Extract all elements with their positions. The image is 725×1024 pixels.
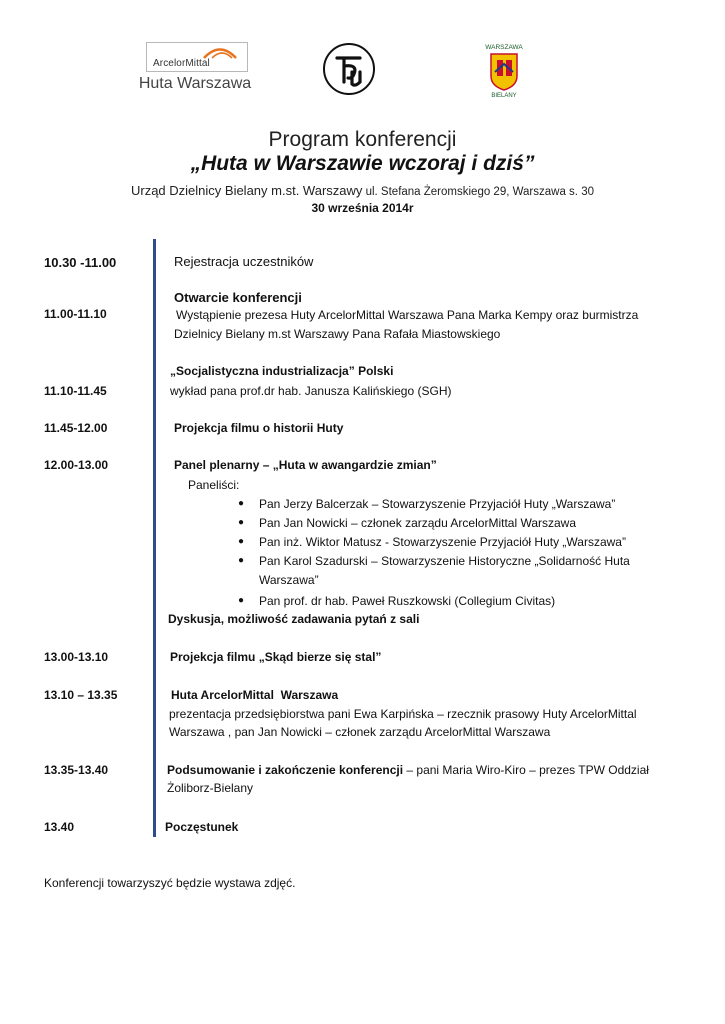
schedule-time: 13.35-13.40: [44, 763, 109, 777]
schedule-title: Huta ArcelorMittal Warszawa: [171, 688, 339, 702]
conference-date: 30 września 2014r: [311, 201, 414, 215]
schedule-line: wykład pana prof.dr hab. Janusza Kalińskiego (SGH): [170, 384, 452, 398]
schedule-title-rest: – pani Maria Wiro-Kiro – prezes TPW Oddział: [403, 763, 649, 777]
schedule-time: 10.30 -11.00: [44, 255, 117, 270]
panelist-item: Pan prof. dr hab. Paweł Ruszkowski (Collegium Civitas): [259, 594, 556, 608]
arcelormittal-name: ArcelorMittal: [153, 58, 210, 69]
schedule-title: „Socjalistyczna industrializacja” Polski: [170, 364, 394, 378]
bullet-icon: ●: [238, 517, 245, 528]
venue-name: Urząd Dzielnicy Bielany m.st. Warszawy: [130, 183, 363, 198]
panelist-item: Pan Jerzy Balcerzak – Stowarzyszenie Przyjaciół Huty „Warszawa”: [259, 497, 616, 511]
schedule-title: Projekcja filmu „Skąd bierze się stal”: [170, 650, 382, 664]
tpw-logo-icon: [322, 42, 376, 96]
arcelormittal-arc-icon: [202, 45, 238, 59]
schedule-time: 11.00-11.10: [44, 307, 107, 321]
schedule-time: 13.10 – 13.35: [44, 688, 118, 702]
schedule-title: Rejestracja uczestników: [174, 254, 314, 269]
bullet-icon: ●: [238, 536, 245, 547]
bullet-icon: ●: [238, 555, 245, 566]
arcelormittal-subtitle: Huta Warszawa: [138, 75, 252, 92]
schedule-title: Projekcja filmu o historii Huty: [174, 421, 344, 435]
schedule-line: Warszawa , pan Jan Nowicki – członek zarządu ArcelorMittal Warszawa: [169, 725, 551, 739]
conference-subtitle: „Huta w Warszawie wczoraj i dziś”: [190, 152, 535, 175]
panelists-label: Paneliści:: [188, 478, 240, 492]
warszawa-bielany-crest-icon: [480, 42, 528, 98]
schedule-title: Podsumowanie i zakończenie konferencji: [167, 763, 404, 777]
panelist-item: Pan Jan Nowicki – członek zarządu ArcelorMittal Warszawa: [259, 516, 577, 530]
schedule-title: Poczęstunek: [165, 820, 239, 834]
bullet-icon: ●: [238, 498, 245, 509]
schedule-title-row: [167, 763, 649, 777]
arcelormittal-logo: [138, 42, 252, 96]
schedule-title: Panel plenarny – „Huta w awangardzie zmian”: [174, 458, 437, 472]
schedule-time: 13.00-13.10: [44, 650, 109, 664]
venue-address: [0, 183, 725, 198]
schedule-line: prezentacja przedsiębiorstwa pani Ewa Karpińska – rzecznik prasowy Huty ArcelorMittal: [169, 707, 637, 721]
venue-street: ul. Stefana Żeromskiego 29, Warszawa s. 30: [362, 186, 594, 198]
panelist-item: Pan inż. Wiktor Matusz - Stowarzyszenie Przyjaciół Huty „Warszawa”: [259, 535, 626, 549]
crest-top-text: WARSZAWA: [485, 44, 523, 51]
footer-note: Konferencji towarzyszyć będzie wystawa zdjęć.: [44, 876, 296, 890]
bullet-icon: ●: [238, 595, 245, 606]
panelist-item: Pan Karol Szadurski – Stowarzyszenie Historyczne „Solidarność Huta: [259, 554, 630, 568]
crest-bottom-text: BIELANY: [491, 93, 517, 98]
arcelormittal-logo-box: [146, 42, 248, 72]
schedule-time: 12.00-13.00: [44, 458, 109, 472]
schedule-title: Otwarcie konferencji: [174, 290, 302, 305]
discussion-note: Dyskusja, możliwość zadawania pytań z sali: [168, 612, 420, 626]
page-title: Program konferencji: [268, 128, 457, 151]
schedule-divider-line: [153, 239, 156, 837]
schedule-time: 11.45-12.00: [44, 421, 108, 435]
schedule-time: 11.10-11.45: [44, 384, 107, 398]
panelist-item-continued: Warszawa”: [259, 573, 319, 587]
schedule-time: 13.40: [44, 820, 75, 834]
schedule-line: Żoliborz-Bielany: [167, 781, 254, 795]
schedule-line: Dzielnicy Bielany m.st Warszawy Pana Rafała Miastowskiego: [174, 327, 501, 341]
schedule-line: Wystąpienie prezesa Huty ArcelorMittal Warszawa Pana Marka Kempy oraz burmistrza: [176, 308, 639, 322]
